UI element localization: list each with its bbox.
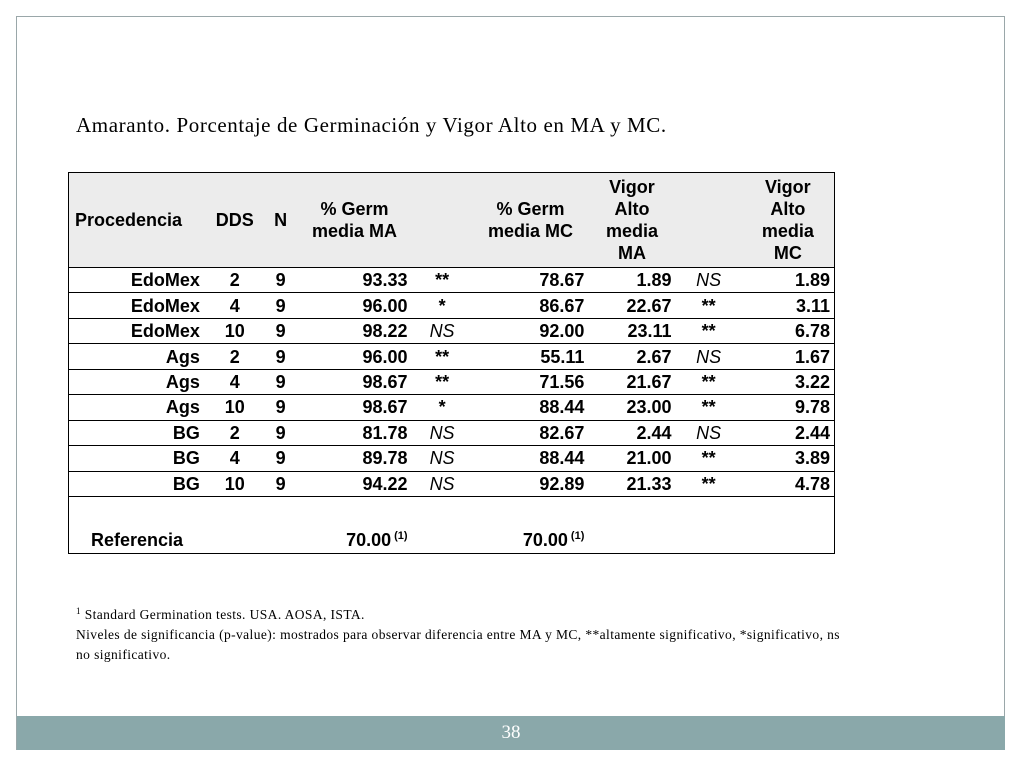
cell-germ-ma: 98.22 — [297, 318, 411, 343]
cell-vigor-ma: 21.33 — [588, 471, 675, 497]
cell-sig-germ: NS — [412, 420, 473, 445]
cell-sig-germ: ** — [412, 268, 473, 293]
germination-table — [68, 172, 835, 554]
cell-n: 9 — [264, 395, 298, 420]
cell-germ-mc: 88.44 — [473, 446, 589, 471]
header-procedencia: Procedencia — [69, 173, 206, 268]
cell-sig-germ: NS — [412, 318, 473, 343]
cell-germ-mc: 71.56 — [473, 369, 589, 394]
reference-label: Referencia — [91, 530, 184, 550]
reference-germ-mc — [473, 507, 589, 553]
table-body — [69, 268, 835, 497]
header-sig-vigor — [676, 173, 742, 268]
footnotes — [76, 601, 846, 665]
cell-dds: 10 — [206, 318, 264, 343]
cell-sig-germ: * — [412, 293, 473, 318]
header-vigor-ma: Vigor Alto media MA — [588, 173, 675, 268]
header-sig-germ — [412, 173, 473, 268]
cell-n: 9 — [264, 318, 298, 343]
cell-sig-germ: * — [412, 395, 473, 420]
cell-n: 9 — [264, 268, 298, 293]
cell-germ-mc: 55.11 — [473, 344, 589, 369]
cell-dds: 2 — [206, 268, 264, 293]
cell-sig-vigor: ** — [676, 471, 742, 497]
cell-vigor-mc: 1.89 — [742, 268, 835, 293]
table-row — [69, 471, 835, 497]
footnote-1-marker: 1 — [76, 606, 81, 616]
cell-n: 9 — [264, 420, 298, 445]
cell-vigor-mc: 3.11 — [742, 293, 835, 318]
cell-germ-mc: 92.89 — [473, 471, 589, 497]
table-row — [69, 446, 835, 471]
cell-n: 9 — [264, 344, 298, 369]
table-header-row — [69, 173, 835, 268]
cell-vigor-mc: 6.78 — [742, 318, 835, 343]
cell-germ-mc: 82.67 — [473, 420, 589, 445]
cell-sig-germ: ** — [412, 369, 473, 394]
cell-vigor-ma: 21.00 — [588, 446, 675, 471]
cell-procedencia: EdoMex — [69, 268, 206, 293]
cell-dds: 2 — [206, 420, 264, 445]
cell-procedencia: BG — [69, 446, 206, 471]
cell-vigor-mc: 4.78 — [742, 471, 835, 497]
table-row — [69, 344, 835, 369]
cell-procedencia: BG — [69, 471, 206, 497]
cell-germ-mc: 92.00 — [473, 318, 589, 343]
cell-vigor-ma: 23.11 — [588, 318, 675, 343]
cell-germ-mc: 86.67 — [473, 293, 589, 318]
cell-sig-vigor: ** — [676, 293, 742, 318]
table-row — [69, 369, 835, 394]
footnote-1 — [76, 601, 846, 625]
slide-title: Amaranto. Porcentaje de Germinación y Vigor Alto en MA y MC. — [76, 113, 667, 137]
cell-sig-vigor: ** — [676, 369, 742, 394]
cell-dds: 2 — [206, 344, 264, 369]
cell-vigor-ma: 2.67 — [588, 344, 675, 369]
cell-vigor-mc: 3.89 — [742, 446, 835, 471]
page-number: 38 — [501, 722, 521, 743]
cell-procedencia: Ags — [69, 369, 206, 394]
cell-vigor-mc: 3.22 — [742, 369, 835, 394]
cell-sig-vigor: ** — [676, 446, 742, 471]
cell-vigor-ma: 23.00 — [588, 395, 675, 420]
cell-n: 9 — [264, 293, 298, 318]
table-row — [69, 268, 835, 293]
cell-sig-germ: NS — [412, 446, 473, 471]
cell-sig-germ: NS — [412, 471, 473, 497]
cell-n: 9 — [264, 446, 298, 471]
cell-germ-ma: 93.33 — [297, 268, 411, 293]
header-germ-mc: % Germ media MC — [473, 173, 589, 268]
reference-row — [69, 507, 835, 553]
cell-procedencia: Ags — [69, 344, 206, 369]
cell-sig-vigor: ** — [676, 318, 742, 343]
cell-procedencia: EdoMex — [69, 318, 206, 343]
cell-n: 9 — [264, 369, 298, 394]
spacer-row — [69, 497, 835, 508]
cell-vigor-ma: 1.89 — [588, 268, 675, 293]
table-row — [69, 293, 835, 318]
table-row — [69, 420, 835, 445]
cell-sig-germ: ** — [412, 344, 473, 369]
header-dds: DDS — [206, 173, 264, 268]
footnote-2: Niveles de significancia (p-value): mostrados para observar diferencia entre MA y MC, **altamente significativo, *significativo, ns no significativo. — [76, 627, 840, 662]
cell-dds: 4 — [206, 293, 264, 318]
cell-germ-ma: 81.78 — [297, 420, 411, 445]
cell-germ-ma: 94.22 — [297, 471, 411, 497]
cell-sig-vigor: NS — [676, 420, 742, 445]
table-row — [69, 395, 835, 420]
reference-germ-mc-value: 70.00 — [522, 530, 568, 550]
cell-procedencia: EdoMex — [69, 293, 206, 318]
table-row — [69, 318, 835, 343]
cell-sig-vigor: NS — [676, 344, 742, 369]
cell-dds: 10 — [206, 471, 264, 497]
cell-dds: 4 — [206, 369, 264, 394]
cell-germ-ma: 98.67 — [297, 369, 411, 394]
reference-germ-ma-note: (1) — [394, 530, 408, 542]
footer-band — [17, 716, 1005, 750]
header-germ-ma: % Germ media MA — [297, 173, 411, 268]
cell-vigor-mc: 1.67 — [742, 344, 835, 369]
reference-germ-ma — [297, 507, 411, 553]
cell-vigor-mc: 2.44 — [742, 420, 835, 445]
cell-vigor-mc: 9.78 — [742, 395, 835, 420]
cell-dds: 4 — [206, 446, 264, 471]
cell-germ-mc: 88.44 — [473, 395, 589, 420]
reference-germ-ma-value: 70.00 — [346, 530, 392, 550]
cell-dds: 10 — [206, 395, 264, 420]
cell-germ-ma: 96.00 — [297, 293, 411, 318]
cell-germ-ma: 96.00 — [297, 344, 411, 369]
cell-vigor-ma: 2.44 — [588, 420, 675, 445]
cell-n: 9 — [264, 471, 298, 497]
footnote-1-text: Standard Germination tests. USA. AOSA, ISTA. — [84, 607, 365, 622]
cell-sig-vigor: ** — [676, 395, 742, 420]
header-vigor-mc: Vigor Alto media MC — [742, 173, 835, 268]
cell-sig-vigor: NS — [676, 268, 742, 293]
header-n: N — [264, 173, 298, 268]
cell-vigor-ma: 21.67 — [588, 369, 675, 394]
cell-germ-ma: 89.78 — [297, 446, 411, 471]
cell-procedencia: BG — [69, 420, 206, 445]
cell-germ-mc: 78.67 — [473, 268, 589, 293]
cell-germ-ma: 98.67 — [297, 395, 411, 420]
reference-germ-mc-note: (1) — [570, 530, 585, 542]
cell-vigor-ma: 22.67 — [588, 293, 675, 318]
cell-procedencia: Ags — [69, 395, 206, 420]
